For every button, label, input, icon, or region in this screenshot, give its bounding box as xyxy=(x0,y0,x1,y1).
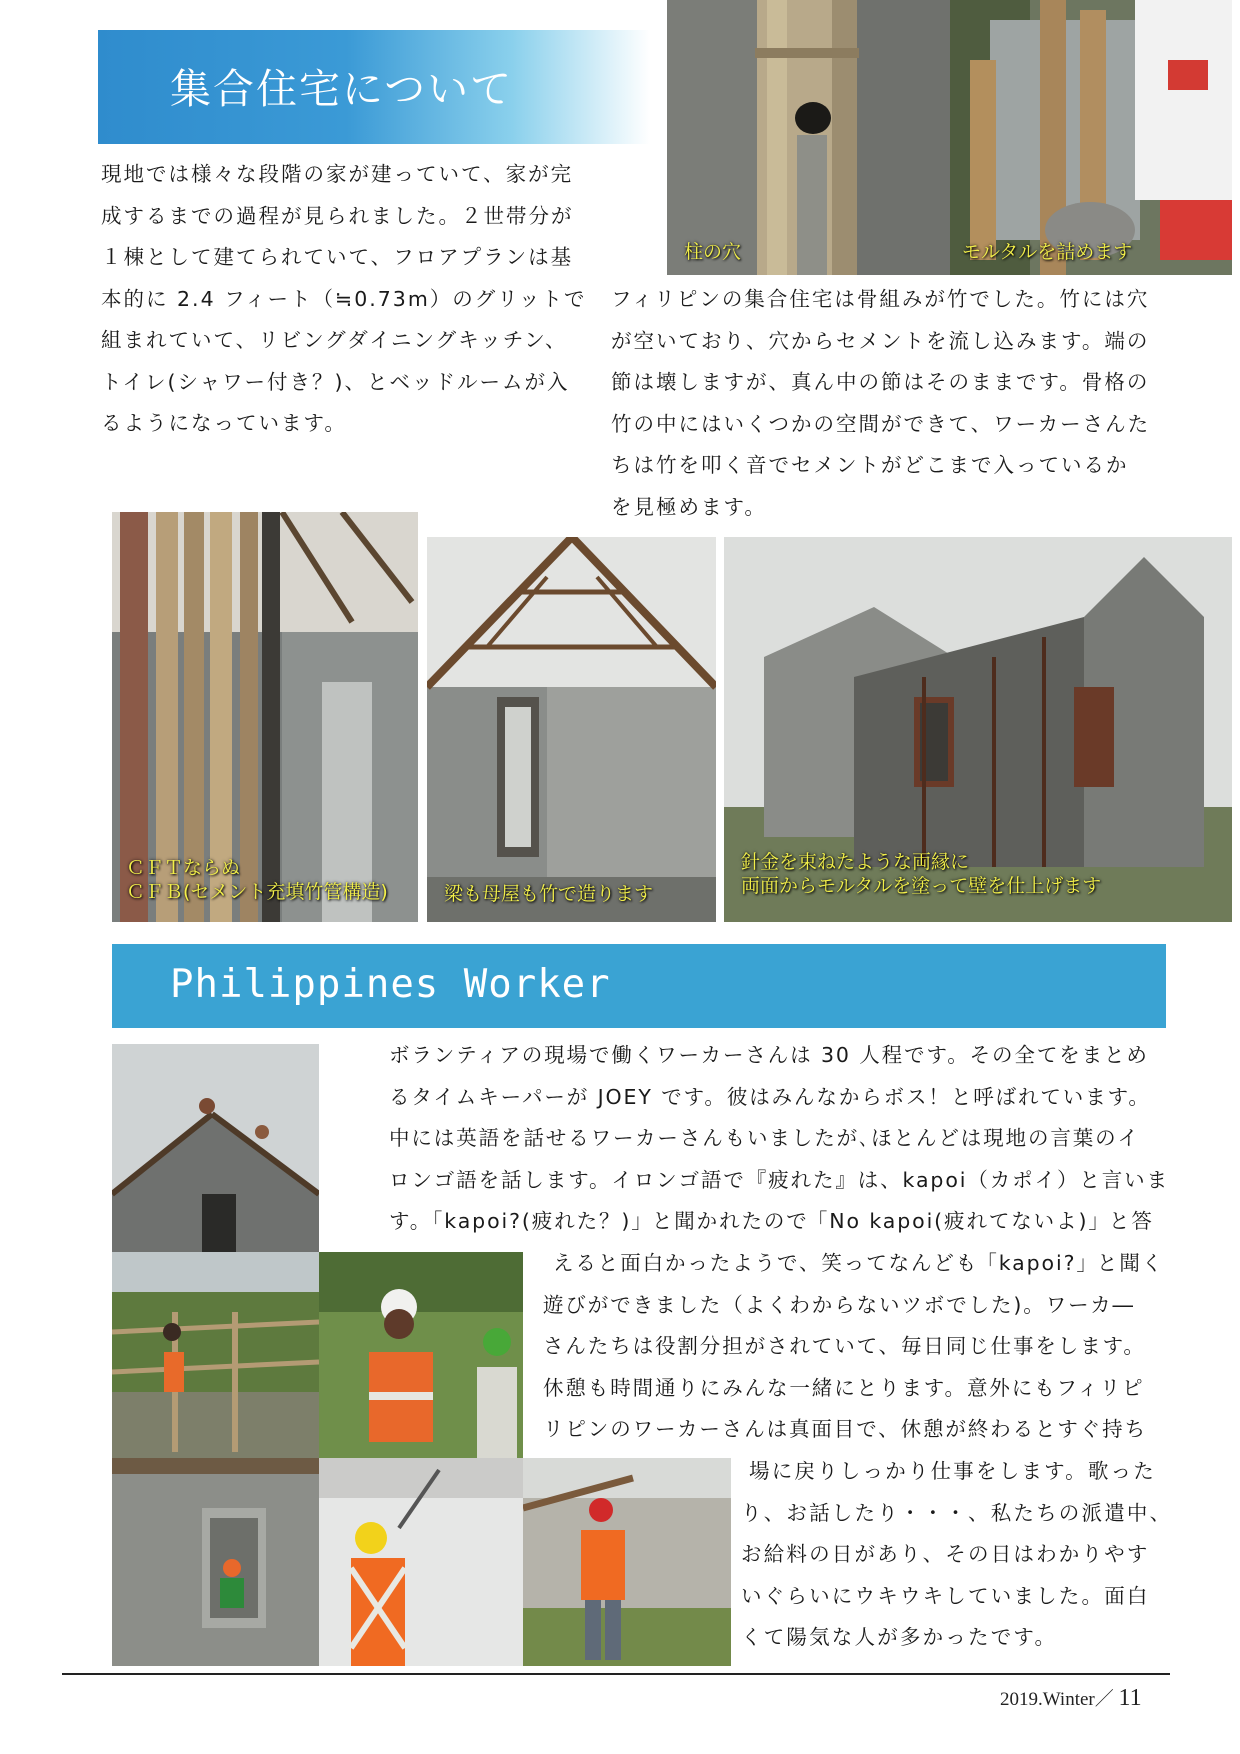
issue-label: 2019.Winter／ xyxy=(1000,1689,1114,1710)
text-line: お給料の日があり、その日はわかりやす xyxy=(741,1542,1150,1566)
photo-wall-mortar xyxy=(724,537,1232,922)
caption-pillar-hole: 柱の穴 xyxy=(684,241,742,263)
text-line: 現地では様々な段階の家が建っていて、家が完 xyxy=(101,162,574,186)
section-heading: 集合住宅について xyxy=(170,65,514,113)
footer-rule xyxy=(62,1673,1170,1675)
text-line: えると面白かったようで、笑ってなんども ｢kapoi?｣ と聞く xyxy=(553,1251,1165,1275)
worker-paragraph-b xyxy=(543,1243,1164,1451)
text-line: くて陽気な人が多かったです。 xyxy=(741,1625,1058,1649)
text-line: す。｢kapoi?(疲れた？)｣ と聞かれたので ｢No kapoi(疲れてないよ)｣ と答 xyxy=(389,1209,1154,1233)
photo-roof-beams xyxy=(427,537,716,922)
photo-workers-roof xyxy=(112,1044,319,1252)
text-line: るタイムキーパーが JOEY です。彼はみんなからボス！と呼ばれています。 xyxy=(389,1084,1151,1109)
caption-cfb xyxy=(126,856,388,904)
page-footer xyxy=(1000,1684,1142,1712)
text-line: リピンのワーカーさんは真面目で、休憩が終わるとすぐ持ち xyxy=(543,1417,1147,1441)
section-heading: Philippines Worker xyxy=(170,962,611,1007)
caption-mortar: モルタルを詰めます xyxy=(962,241,1133,263)
text-line: 休憩も時間通りにみんな一緒にとります。意外にもフィリピ xyxy=(543,1375,1145,1400)
caption-wall xyxy=(741,850,1101,898)
text-line: いぐらいにウキウキしていました。面白 xyxy=(741,1583,1150,1608)
worker-paragraph-a xyxy=(389,1035,1169,1243)
text-line: を見極めます。 xyxy=(611,494,767,519)
photo-pillar-hole xyxy=(667,0,950,275)
text-line: 組まれていて、リビングダイニングキッチン、 xyxy=(101,328,568,352)
text-line: るようになっています。 xyxy=(101,411,347,435)
photo-worker-lumber xyxy=(523,1458,731,1666)
caption-roof: 梁も母屋も竹で造ります xyxy=(444,883,654,905)
caption-line: ＣＦＢ(セメント充填竹管構造) xyxy=(126,881,388,903)
text-line: 成するまでの過程が見られました。２世帯分が xyxy=(101,203,574,228)
caption-line: ＣＦＴならぬ xyxy=(126,857,241,879)
text-line: 節は壊しますが、真ん中の節はそのままです。骨格の xyxy=(611,370,1150,394)
text-line: ボランティアの現場で働くワーカーさんは 30 人程です。その全てをまとめ xyxy=(389,1043,1149,1067)
text-line: が空いており、穴からセメントを流し込みます。端の xyxy=(611,328,1150,353)
text-line: さんたちは役割分担がされていて、毎日同じ仕事をします。 xyxy=(543,1334,1146,1358)
text-line: 遊びができました（よくわからないツボでした)。ワーカ― xyxy=(543,1292,1135,1317)
section-heading-banner xyxy=(98,30,650,144)
photo-worker-painting xyxy=(319,1458,523,1666)
text-line: トイレ(シャワー付き？)、とベッドルームが入 xyxy=(101,369,570,394)
caption-line: 両面からモルタルを塗って壁を仕上げます xyxy=(741,875,1102,897)
text-line: 竹の中にはいくつかの空間ができて、ワーカーさんた xyxy=(611,411,1151,436)
photo-workers-heart xyxy=(319,1252,523,1458)
photo-cfb-columns xyxy=(112,512,418,922)
text-line: 本的に 2.4 フィート（≒0.73m）のグリットで xyxy=(101,286,587,311)
text-line: 場に戻りしっかり仕事をします。歌った xyxy=(749,1459,1156,1483)
text-line: 中には英語を話せるワーカーさんもいましたが､ほとんどは現地の言葉のイ xyxy=(389,1126,1140,1150)
structure-paragraph xyxy=(611,279,1150,528)
intro-paragraph xyxy=(101,154,586,445)
text-line: り、お話したり・・・、私たちの派遣中、 xyxy=(741,1500,1173,1525)
text-line: ロンゴ語を話します。イロンゴ語で『疲れた』は、kapoi（カポイ）と言いま xyxy=(389,1167,1169,1192)
worker-paragraph-c xyxy=(741,1451,1172,1659)
photo-mortar xyxy=(950,0,1232,275)
text-line: フィリピンの集合住宅は骨組みが竹でした。竹には穴 xyxy=(611,287,1150,311)
caption-line: 針金を束ねたような両縁に xyxy=(741,851,970,873)
text-line: ちは竹を叩く音でセメントがどこまで入っているか xyxy=(611,453,1129,477)
section-heading-banner xyxy=(112,944,1166,1028)
text-line: １棟として建てられていて、フロアプランは基 xyxy=(101,245,574,269)
photo-worker-window xyxy=(112,1458,319,1666)
page-number: 11 xyxy=(1118,1685,1142,1711)
photo-worker-fence xyxy=(112,1252,319,1458)
